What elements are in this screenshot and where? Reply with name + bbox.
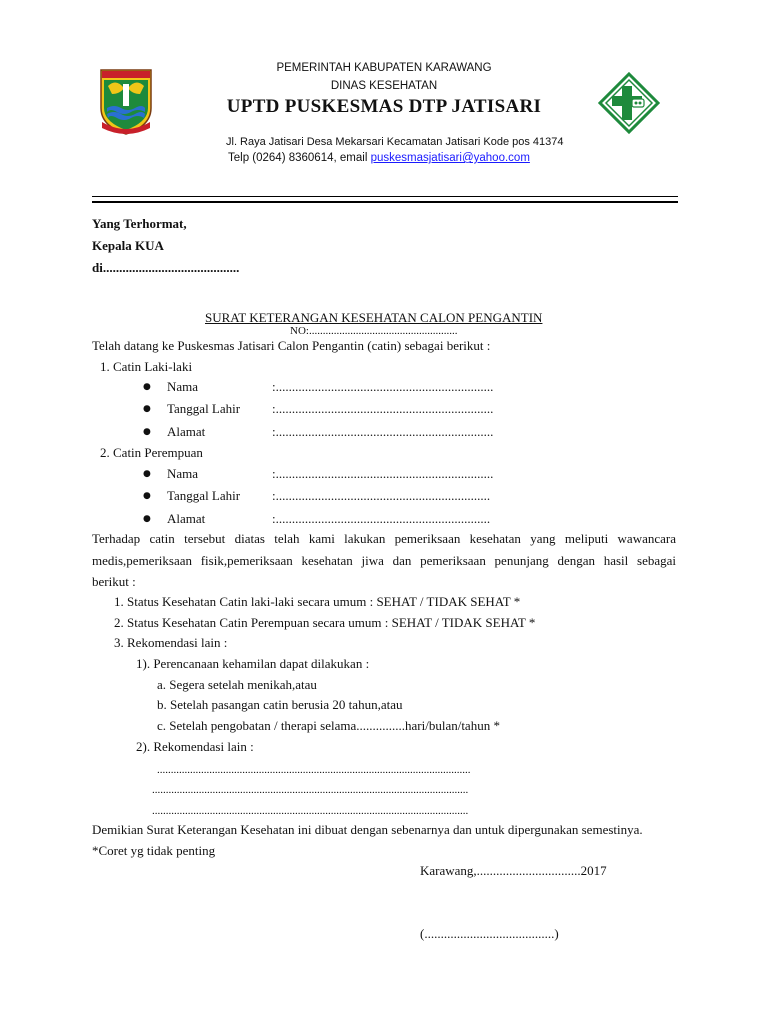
- result-female-status: 2. Status Kesehatan Catin Perempuan secara umum : SEHAT / TIDAK SEHAT *: [114, 615, 536, 630]
- pregnancy-planning: 1). Perencanaan kehamilan dapat dilakukan :: [136, 656, 370, 671]
- dotted-line: ...................................................................................................................: [152, 784, 469, 796]
- exam-paragraph-line: medis,pemeriksaan fisik,pemeriksaan kesehatan jiwa dan pemeriksaan penunjang dengan hasil sebagai: [92, 553, 676, 568]
- male-field-label: Alamat: [167, 424, 206, 439]
- result-male-status: 1. Status Kesehatan Catin laki-laki secara umum : SEHAT / TIDAK SEHAT *: [114, 594, 521, 609]
- male-field-label: Nama: [167, 379, 199, 394]
- department-name: DINAS KESEHATAN: [330, 80, 438, 92]
- exam-paragraph-line: berikut :: [92, 574, 136, 589]
- male-name-value: :...................................................................: [272, 379, 494, 394]
- bullet-icon: ●: [143, 514, 151, 524]
- female-field-label: Alamat: [167, 511, 206, 526]
- option-c: c. Setelah pengobatan / therapi selama...............hari/bulan/tahun *: [157, 718, 500, 733]
- bullet-icon: ●: [143, 491, 151, 501]
- bullet-icon: ●: [143, 469, 151, 479]
- header-divider-thick: [92, 201, 678, 203]
- signature-line: (........................................): [420, 926, 559, 941]
- footnote: *Coret yg tidak penting: [92, 843, 216, 858]
- place-date: Karawang,................................2017: [420, 863, 607, 878]
- address: Jl. Raya Jatisari Desa Mekarsari Kecamatan Jatisari Kode pos 41374: [226, 136, 564, 148]
- header-divider-thin: [92, 196, 678, 197]
- female-field-label: Nama: [167, 466, 199, 481]
- puskesmas-name: UPTD PUSKESMAS DTP JATISARI: [226, 96, 542, 117]
- catin-female-heading: 2. Catin Perempuan: [100, 445, 203, 460]
- salutation: Yang Terhormat,: [92, 216, 187, 231]
- bullet-icon: ●: [143, 382, 151, 392]
- female-address-value: :..................................................................: [272, 511, 491, 526]
- bullet-icon: ●: [143, 404, 151, 414]
- government-name: PEMERINTAH KABUPATEN KARAWANG: [276, 62, 492, 74]
- female-name-value: :...................................................................: [272, 466, 494, 481]
- female-field-label: Tanggal Lahir: [167, 488, 241, 503]
- email-link[interactable]: puskesmasjatisari@yahoo.com: [370, 152, 530, 164]
- closing-statement: Demikian Surat Keterangan Kesehatan ini dibuat dengan sebenarnya dan untuk dipergunakan semestinya.: [92, 822, 643, 837]
- other-recommendation-sub: 2). Rekomendasi lain :: [136, 739, 254, 754]
- recipient-location: di..........................................: [92, 260, 240, 275]
- contact-line: [228, 152, 530, 164]
- option-a: a. Segera setelah menikah,atau: [157, 677, 317, 692]
- puskesmas-logo-icon: [598, 72, 660, 134]
- intro-text: Telah datang ke Puskesmas Jatisari Calon Pengantin (catin) sebagai berikut :: [92, 338, 491, 353]
- male-birthdate-value: :...................................................................: [272, 401, 494, 416]
- catin-male-heading: 1. Catin Laki-laki: [100, 359, 193, 374]
- female-birthdate-value: :..................................................................: [272, 488, 491, 503]
- male-field-label: Tanggal Lahir: [167, 401, 241, 416]
- dotted-line: ..................................................................................................................: [157, 764, 471, 776]
- document-number: NO:......................................................: [290, 325, 458, 337]
- telp-text: Telp (0264) 8360614, email: [228, 152, 371, 164]
- male-address-value: :...................................................................: [272, 424, 494, 439]
- option-b: b. Setelah pasangan catin berusia 20 tahun,atau: [157, 697, 403, 712]
- dotted-line: ...................................................................................................................: [152, 805, 469, 817]
- recipient-title: Kepala KUA: [92, 238, 164, 253]
- bullet-icon: ●: [143, 427, 151, 437]
- exam-paragraph-line: Terhadap catin tersebut diatas telah kami lakukan pemeriksaan kesehatan yang meliputi wawancara: [92, 531, 676, 546]
- other-recommendation-heading: 3. Rekomendasi lain :: [114, 635, 228, 650]
- document-title: SURAT KETERANGAN KESEHATAN CALON PENGANTIN: [205, 310, 543, 325]
